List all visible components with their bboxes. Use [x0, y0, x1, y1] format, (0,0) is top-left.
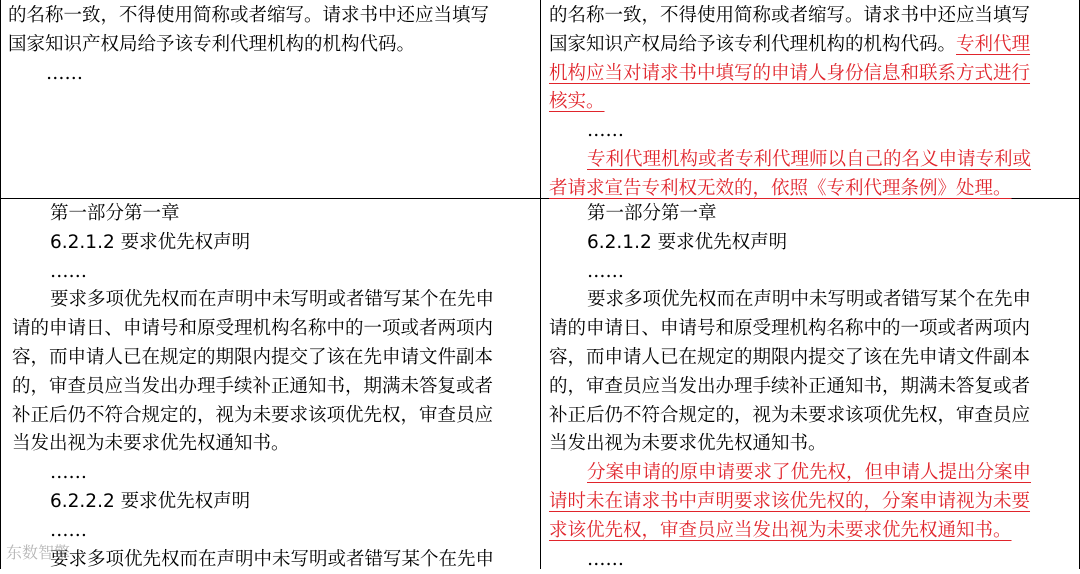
right-top-line — [549, 60, 1031, 89]
right-top-line — [549, 88, 1031, 117]
right-top-cell — [549, 2, 1031, 204]
right-bottom-line: 当发出视为未要求优先权通知书。 — [549, 433, 827, 455]
left-top-line: 国家知识产权局给予该专利代理机构的机构代码。 — [8, 33, 416, 55]
left-bottom-line: 请的申请日、申请号和原受理机构名称中的一项或者两项内 — [12, 318, 494, 340]
left-bottom-line: 要求多项优先权而在声明中未写明或者错写某个在先申 — [50, 289, 495, 311]
right-bottom-line: 补正后仍不符合规定的，视为未要求该项优先权，审查员应 — [549, 404, 1031, 426]
left-top-line: …… — [46, 62, 83, 84]
right-top-line — [549, 146, 1031, 175]
left-bottom-line: 容，而申请人已在规定的期限内提交了该在先申请文件副本 — [12, 346, 494, 368]
right-top-line — [549, 2, 1031, 31]
left-bottom-line: …… — [50, 462, 87, 484]
right-bottom-line: …… — [587, 260, 624, 282]
right-bottom-line: 的，审查员应当发出办理手续补正通知书，期满未答复或者 — [549, 375, 1031, 397]
added-text: 求该优先权，审查员应当发出视为未要求优先权通知书。 — [549, 519, 1012, 541]
right-bottom-cell — [549, 200, 1031, 574]
added-text: 核实。 — [549, 91, 605, 113]
original-text: 国家知识产权局给予该专利代理机构的机构代码。 — [549, 33, 957, 55]
left-bottom-line: 补正后仍不符合规定的，视为未要求该项优先权，审查员应 — [12, 404, 494, 426]
left-bottom-cell — [12, 200, 494, 574]
table-border-left — [0, 0, 1, 569]
added-text: 专利代理 — [956, 33, 1031, 55]
right-bottom-line: 6.2.1.2 要求优先权声明 — [587, 231, 788, 253]
left-bottom-line: 第一部分第一章 — [50, 203, 180, 224]
right-top-line — [549, 117, 1031, 146]
right-bottom-line: …… — [587, 548, 624, 570]
left-bottom-line: …… — [50, 260, 87, 282]
added-text: 分案申请的原申请要求了优先权，但申请人提出分案申 — [587, 462, 1032, 484]
right-bottom-line — [549, 459, 1031, 488]
left-top-line: 的名称一致，不得使用简称或者缩写。请求书中还应当填写 — [8, 5, 490, 26]
left-bottom-line: 要求多项优先权而在声明中未写明或者错写某个在先申 — [50, 548, 495, 570]
left-bottom-line: 6.2.1.2 要求优先权声明 — [50, 231, 251, 253]
right-bottom-line: 要求多项优先权而在声明中未写明或者错写某个在先申 — [587, 289, 1032, 311]
added-text: 请时未在请求书中声明要求该优先权的，分案申请视为未要 — [549, 490, 1031, 512]
right-bottom-line — [549, 517, 1031, 546]
watermark-logo: 东数智擎 — [6, 543, 71, 562]
table-column-divider — [540, 0, 541, 569]
original-text: 的名称一致，不得使用简称或者缩写。请求书中还应当填写 — [549, 5, 1031, 26]
right-bottom-line: 容，而申请人已在规定的期限内提交了该在先申请文件副本 — [549, 346, 1031, 368]
left-bottom-line: 当发出视为未要求优先权通知书。 — [12, 433, 290, 455]
right-bottom-line: 第一部分第一章 — [587, 203, 717, 224]
original-text: …… — [587, 120, 624, 142]
right-bottom-line — [549, 488, 1031, 517]
added-text: 机构应当对请求书中填写的申请人身份信息和联系方式进行 — [549, 62, 1031, 84]
added-text: 专利代理机构或者专利代理师以自己的名义申请专利或 — [587, 148, 1032, 170]
left-bottom-line: …… — [50, 519, 87, 541]
left-bottom-line: 的，审查员应当发出办理手续补正通知书，期满未答复或者 — [12, 375, 494, 397]
left-top-cell — [8, 2, 489, 88]
right-top-line — [549, 31, 1031, 60]
left-bottom-line: 6.2.2.2 要求优先权声明 — [50, 490, 251, 512]
added-text: 者请求宣告专利权无效的，依照《专利代理条例》处理。 — [549, 177, 1012, 199]
right-bottom-line: 请的申请日、申请号和原受理机构名称中的一项或者两项内 — [549, 318, 1031, 340]
